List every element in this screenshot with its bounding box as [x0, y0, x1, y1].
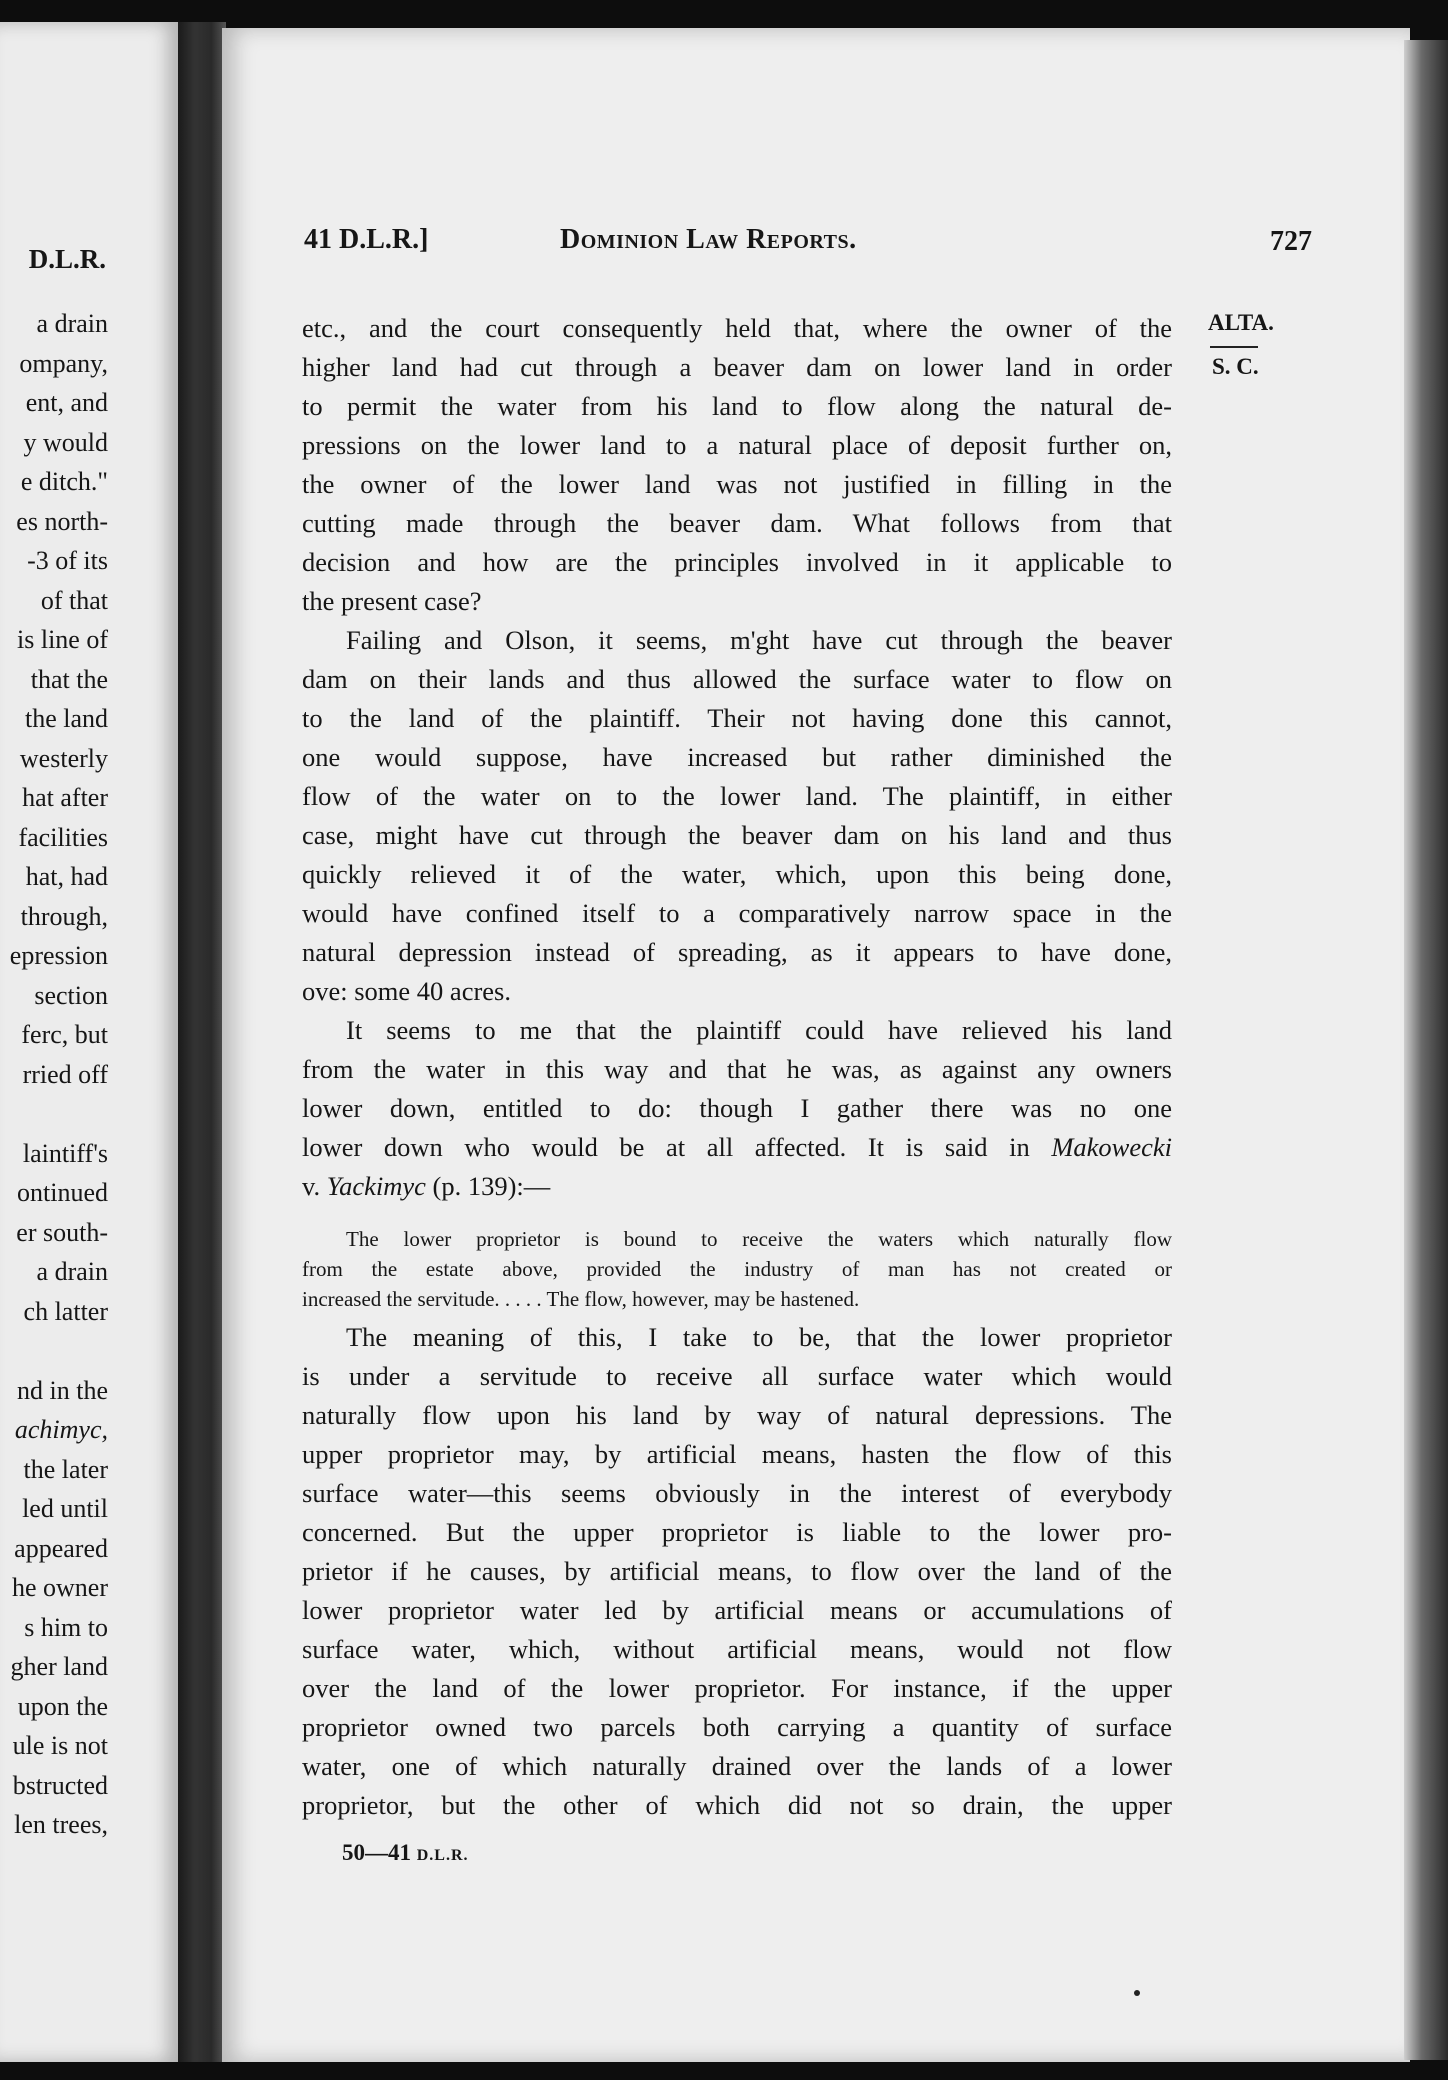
left-page-line: upon the — [17, 1691, 108, 1721]
text-span: v. — [302, 1171, 321, 1201]
page-edge — [1404, 40, 1448, 2060]
signature-number: 50—41 — [342, 1840, 411, 1865]
left-page-line: through, — [20, 901, 108, 931]
left-page-line: bstructed — [12, 1770, 108, 1800]
text-line: upper proprietor may, by artificial means, hasten the flow of this — [302, 1439, 1172, 1469]
left-page-line: y would — [23, 427, 108, 457]
text-line: cutting made through the beaver dam. What follows from that — [302, 508, 1172, 538]
page-number: 727 — [1270, 226, 1312, 257]
case-name-italic: Yackimyc — [326, 1171, 426, 1201]
left-page-line: s him to — [24, 1612, 108, 1642]
right-main-page — [222, 28, 1410, 2062]
left-page-line: rried off — [22, 1059, 108, 1089]
left-page-line: that the — [30, 664, 108, 694]
left-page-line: section — [34, 980, 108, 1010]
margin-note-rule — [1210, 346, 1258, 348]
text-line: ove: some 40 acres. — [302, 976, 511, 1006]
text-line: case, might have cut through the beaver dam on his land and thus — [302, 820, 1172, 850]
text-line: etc., and the court consequently held that, where the owner of the — [302, 313, 1172, 343]
text-line: flow of the water on to the lower land. The plaintiff, in either — [302, 781, 1172, 811]
left-page-line: ent, and — [25, 388, 108, 417]
text-line: is under a servitude to receive all surface water which would — [302, 1361, 1172, 1391]
text-line: pressions on the lower land to a natural place of deposit further on, — [302, 430, 1172, 460]
left-page-line: nd in the — [17, 1375, 108, 1405]
text-line-with-case — [302, 1128, 1172, 1167]
left-page-line: appeared — [14, 1533, 108, 1563]
text-line: to permit the water from his land to flow along the natural de- — [302, 391, 1172, 421]
left-page-line: ule is not — [12, 1731, 108, 1760]
left-facing-page — [0, 22, 182, 2062]
text-line: lower proprietor water led by artificial means or accumulations of — [302, 1595, 1172, 1625]
text-line: from the water in this way and that he was, as against any owners — [302, 1054, 1172, 1084]
book-gutter — [178, 22, 226, 2062]
left-page-line: he owner — [11, 1573, 108, 1602]
text-line: It seems to me that the plaintiff could have relieved his land — [346, 1015, 1172, 1045]
text-line: the present case? — [302, 586, 482, 616]
left-page-line: e ditch." — [20, 467, 108, 496]
left-page-line: len trees, — [14, 1810, 108, 1839]
left-page-running-head: D.L.R. — [28, 244, 106, 274]
text-line: The meaning of this, I take to be, that the lower proprietor — [346, 1322, 1172, 1352]
text-line: natural depression instead of spreading, as it appears to have done, — [302, 937, 1172, 967]
left-page-line: led until — [22, 1494, 108, 1523]
running-head-title: Dominion Law Reports. — [560, 224, 857, 255]
ink-speck — [1134, 1990, 1140, 1996]
text-line: would have confined itself to a comparatively narrow space in the — [302, 898, 1172, 928]
left-page-line: the later — [23, 1454, 108, 1484]
left-page-line: laintiff's — [22, 1138, 108, 1168]
margin-note-court: S. C. — [1212, 354, 1259, 379]
left-page-line: westerly — [19, 743, 108, 773]
citation: (p. 139):— — [432, 1171, 551, 1201]
text-span: lower down who would be at all affected. It is said in — [302, 1132, 1030, 1162]
text-line: over the land of the lower proprietor. For instance, if the upper — [302, 1673, 1172, 1703]
text-line: surface water—this seems obviously in the interest of everybody — [302, 1478, 1172, 1508]
text-line: concerned. But the upper proprietor is liable to the lower pro- — [302, 1517, 1172, 1547]
quote-line: from the estate above, provided the industry of man has not created or — [302, 1257, 1172, 1281]
quote-line: The lower proprietor is bound to receive the waters which naturally flow — [346, 1227, 1172, 1251]
margin-note-jurisdiction: ALTA. — [1208, 310, 1274, 335]
text-line: water, one of which naturally drained over the lands of a lower — [302, 1751, 1172, 1781]
left-page-line: ferc, but — [21, 1020, 108, 1049]
left-page-line: hat, had — [25, 862, 108, 891]
left-page-line: gher land — [10, 1652, 108, 1681]
left-page-line: er south- — [16, 1217, 108, 1247]
left-page-line: facilities — [18, 822, 108, 852]
left-page-line: hat after — [22, 783, 108, 812]
text-line: the owner of the lower land was not justified in filling in the — [302, 469, 1172, 499]
text-line: decision and how are the principles involved in it applicable to — [302, 547, 1172, 577]
text-line: proprietor, but the other of which did not so drain, the upper — [302, 1790, 1172, 1820]
left-page-line: -3 of its — [27, 546, 108, 575]
left-page-line: es north- — [16, 506, 108, 536]
left-page-line: a drain — [36, 309, 108, 338]
left-page-line: epression — [9, 941, 108, 970]
text-line: lower down, entitled to do: though I gather there was no one — [302, 1093, 1172, 1123]
text-line-with-case — [302, 1167, 1172, 1206]
left-page-line: ch latter — [23, 1296, 108, 1326]
signature-suffix: D.L.R. — [416, 1847, 469, 1864]
text-line: dam on their lands and thus allowed the surface water to flow on — [302, 664, 1172, 694]
left-page-line: ompany, — [19, 348, 108, 378]
signature-mark — [342, 1840, 469, 1866]
text-line: naturally flow upon his land by way of natural depressions. The — [302, 1400, 1172, 1430]
quote-line: increased the servitude. . . . . The flow, however, may be hastened. — [302, 1287, 860, 1311]
text-line: Failing and Olson, it seems, m'ght have cut through the beaver — [346, 625, 1172, 655]
text-line: prietor if he causes, by artificial means, to flow over the land of the — [302, 1556, 1172, 1586]
text-line: proprietor owned two parcels both carrying a quantity of surface — [302, 1712, 1172, 1742]
left-page-line: the land — [24, 704, 108, 733]
text-line: surface water, which, without artificial means, would not flow — [302, 1634, 1172, 1664]
left-page-line: of that — [40, 585, 108, 615]
left-page-line: is line of — [17, 625, 108, 654]
left-page-line: achimyc, — [14, 1415, 108, 1444]
text-line: to the land of the plaintiff. Their not having done this cannot, — [302, 703, 1172, 733]
running-head-volume: 41 D.L.R.] — [304, 224, 429, 255]
case-name-italic: Makowecki — [1051, 1132, 1173, 1162]
text-line: higher land had cut through a beaver dam on lower land in order — [302, 352, 1172, 382]
left-page-line: ontinued — [17, 1178, 108, 1207]
text-line: quickly relieved it of the water, which, upon this being done, — [302, 859, 1172, 889]
left-page-line: a drain — [36, 1257, 108, 1286]
text-line: one would suppose, have increased but rather diminished the — [302, 742, 1172, 772]
